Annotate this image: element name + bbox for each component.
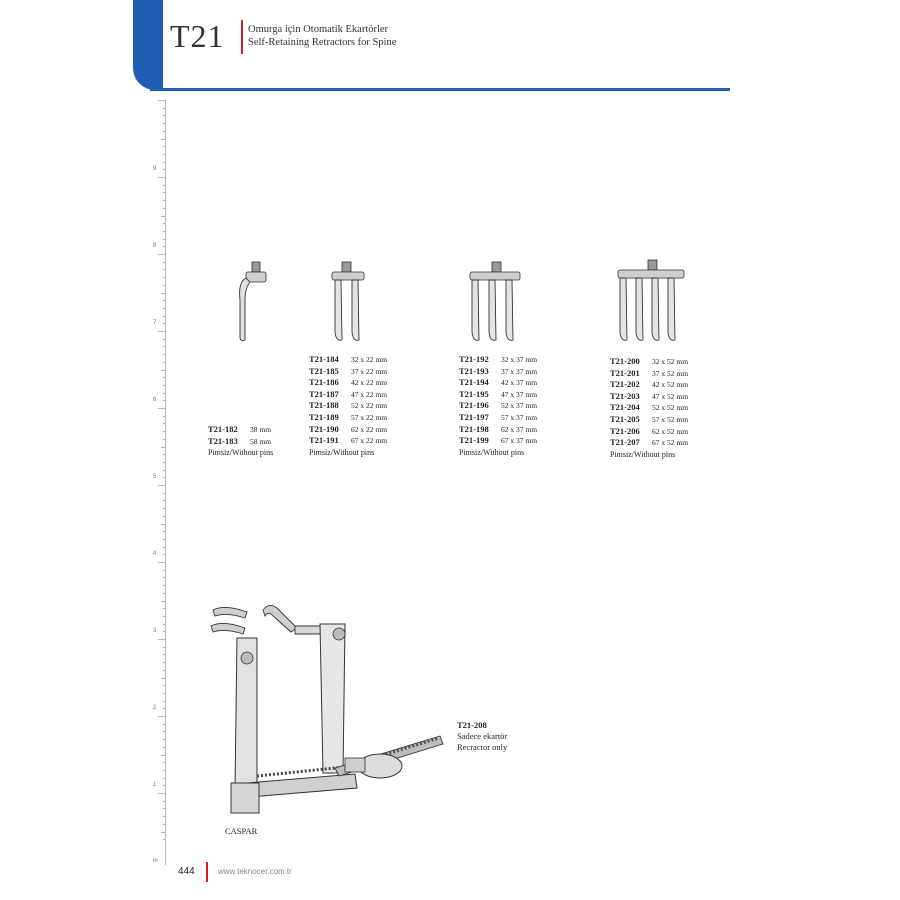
ruler-tick	[163, 739, 166, 740]
ruler-tick	[163, 208, 166, 209]
ruler-tick	[163, 362, 166, 363]
pin-note: Pimsiz/Without pins	[459, 447, 525, 457]
ruler-tick	[163, 616, 166, 617]
subtitle-turkish: Omurga için Otomatik Ekartörler	[248, 24, 389, 35]
product-group-2	[309, 354, 387, 458]
product-row: T21-195 47 x 37 mm	[459, 388, 538, 399]
ruler-tick	[163, 246, 166, 247]
ruler-tick	[163, 801, 166, 802]
inch-ruler	[155, 100, 167, 865]
ruler-tick	[163, 323, 166, 324]
ruler-tick	[163, 547, 166, 548]
footer-divider	[206, 862, 208, 882]
single-blade-retractor-icon	[232, 260, 272, 345]
caspar-line-tr: Sadece ekartör	[457, 731, 508, 741]
product-row: T21-190 62 x 22 mm	[309, 423, 388, 434]
ruler-tick	[163, 400, 166, 401]
ruler-tick	[163, 477, 166, 478]
product-row: T21-197 57 x 37 mm	[459, 411, 538, 422]
ruler-tick	[163, 685, 166, 686]
ruler-label-1: 1	[153, 782, 157, 788]
ruler-tick	[163, 223, 166, 224]
product-group-4	[610, 356, 688, 460]
product-row: T21-198 62 x 37 mm	[459, 423, 538, 434]
ruler-tick	[163, 262, 166, 263]
ruler-tick	[163, 554, 166, 555]
ruler-tick	[163, 162, 166, 163]
ruler-tick	[163, 354, 166, 355]
ruler-tick	[163, 300, 166, 301]
product-row: T21-193 37 x 37 mm	[459, 365, 538, 376]
ruler-tick	[163, 192, 166, 193]
ruler-tick	[161, 832, 166, 833]
header-accent	[133, 0, 163, 90]
ruler-label-in: in	[153, 858, 158, 864]
ruler-tick	[163, 423, 166, 424]
three-prong-blade-icon	[462, 260, 526, 345]
ruler-label-3: 3	[153, 628, 157, 634]
ruler-tick	[161, 139, 166, 140]
ruler-tick	[163, 516, 166, 517]
ruler-tick	[163, 539, 166, 540]
ruler-tick	[158, 177, 166, 178]
product-row: T21-183 58 mm	[208, 435, 272, 446]
ruler-tick	[158, 408, 166, 409]
ruler-tick	[163, 277, 166, 278]
ruler-tick	[158, 100, 166, 101]
ruler-tick	[163, 493, 166, 494]
ruler-tick	[163, 470, 166, 471]
ruler-tick	[163, 762, 166, 763]
ruler-tick	[158, 716, 166, 717]
header-rule	[150, 88, 730, 91]
ruler-label-5: 5	[153, 474, 157, 480]
ruler-tick	[161, 601, 166, 602]
ruler-tick	[163, 285, 166, 286]
ruler-tick	[163, 608, 166, 609]
product-row: T21-199 67 x 37 mm	[459, 435, 538, 446]
ruler-tick	[163, 431, 166, 432]
ruler-tick	[163, 200, 166, 201]
product-row: T21-188 52 x 22 mm	[309, 400, 388, 411]
ruler-tick	[163, 123, 166, 124]
product-row: T21-203 47 x 52 mm	[610, 390, 689, 401]
product-row: T21-194 42 x 37 mm	[459, 377, 538, 388]
ruler-tick	[163, 701, 166, 702]
ruler-tick	[161, 678, 166, 679]
ruler-tick	[163, 308, 166, 309]
ruler-tick	[163, 693, 166, 694]
ruler-tick	[158, 793, 166, 794]
product-row: T21-201 37 x 52 mm	[610, 367, 689, 378]
header-divider	[241, 20, 243, 54]
ruler-tick	[163, 346, 166, 347]
ruler-tick	[163, 500, 166, 501]
ruler-tick	[163, 770, 166, 771]
ruler-tick	[163, 816, 166, 817]
ruler-tick	[163, 624, 166, 625]
ruler-tick	[163, 585, 166, 586]
ruler-label-2: 2	[153, 705, 157, 711]
ruler-tick	[163, 269, 166, 270]
ruler-label-4: 4	[153, 551, 157, 557]
two-prong-blade-icon	[322, 260, 372, 345]
ruler-tick	[163, 670, 166, 671]
product-row: T21-185 37 x 22 mm	[309, 365, 388, 376]
ruler-tick	[163, 108, 166, 109]
ruler-tick	[163, 339, 166, 340]
product-row: T21-182 38 mm	[208, 424, 272, 434]
page-number: 444	[178, 866, 195, 877]
product-row: T21-207 67 x 52 mm	[610, 437, 689, 448]
ruler-label-8: 8	[153, 243, 157, 249]
ruler-tick	[163, 808, 166, 809]
ruler-tick	[163, 531, 166, 532]
ruler-tick	[163, 593, 166, 594]
ruler-label-9: 9	[153, 166, 157, 172]
ruler-tick	[163, 631, 166, 632]
ruler-tick	[163, 377, 166, 378]
subtitle-english: Self-Retaining Retractors for Spine	[248, 37, 397, 48]
ruler-tick	[163, 393, 166, 394]
product-group-1	[208, 424, 273, 459]
product-row: T21-191 67 x 22 mm	[309, 435, 388, 446]
ruler-label-6: 6	[153, 397, 157, 403]
ruler-tick	[163, 839, 166, 840]
product-row: T21-204 52 x 52 mm	[610, 402, 689, 413]
ruler-tick	[163, 662, 166, 663]
ruler-tick	[163, 154, 166, 155]
website-link[interactable]: www.teknocer.com.tr	[218, 867, 292, 876]
ruler-tick	[163, 577, 166, 578]
caspar-caption: CASPAR	[225, 826, 258, 836]
caspar-info	[457, 720, 507, 753]
ruler-tick	[161, 447, 166, 448]
ruler-tick	[163, 231, 166, 232]
product-group-3	[459, 354, 537, 458]
ruler-tick	[161, 293, 166, 294]
caspar-line-en: Recractor only	[457, 742, 508, 752]
product-row: T21-192 32 x 37 mm	[459, 354, 538, 364]
ruler-tick	[163, 316, 166, 317]
ruler-tick	[161, 216, 166, 217]
ruler-tick	[163, 724, 166, 725]
ruler-tick	[163, 731, 166, 732]
ruler-tick	[158, 331, 166, 332]
ruler-tick	[163, 416, 166, 417]
ruler-tick	[163, 169, 166, 170]
ruler-tick	[163, 385, 166, 386]
caspar-code: T21-208	[457, 720, 487, 730]
product-row: T21-202 42 x 52 mm	[610, 379, 689, 390]
ruler-tick	[163, 824, 166, 825]
ruler-tick	[158, 485, 166, 486]
ruler-tick	[163, 146, 166, 147]
four-prong-blade-icon	[612, 258, 690, 345]
product-row: T21-189 57 x 22 mm	[309, 411, 388, 422]
product-row: T21-186 42 x 22 mm	[309, 377, 388, 388]
pin-note: Pimsiz/Without pins	[610, 449, 676, 459]
ruler-tick	[163, 239, 166, 240]
ruler-tick	[163, 785, 166, 786]
product-row: T21-205 57 x 52 mm	[610, 413, 689, 424]
ruler-tick	[163, 647, 166, 648]
ruler-tick	[161, 755, 166, 756]
ruler-tick	[163, 778, 166, 779]
pin-note: Pimsiz/Without pins	[309, 447, 375, 457]
ruler-label-7: 7	[153, 320, 157, 326]
ruler-tick	[163, 570, 166, 571]
ruler-tick	[163, 654, 166, 655]
ruler-tick	[163, 454, 166, 455]
product-row: T21-196 52 x 37 mm	[459, 400, 538, 411]
caspar-retractor-icon	[205, 598, 450, 818]
ruler-tick	[163, 708, 166, 709]
product-row: T21-187 47 x 22 mm	[309, 388, 388, 399]
ruler-tick	[163, 439, 166, 440]
ruler-tick	[158, 254, 166, 255]
ruler-tick	[163, 131, 166, 132]
ruler-tick	[158, 639, 166, 640]
product-row: T21-184 32 x 22 mm	[309, 354, 388, 364]
ruler-tick	[158, 562, 166, 563]
product-row: T21-206 62 x 52 mm	[610, 425, 689, 436]
ruler-tick	[163, 185, 166, 186]
ruler-tick	[163, 462, 166, 463]
ruler-tick	[161, 370, 166, 371]
ruler-tick	[163, 115, 166, 116]
section-code: T21	[170, 18, 225, 54]
pin-note: Pimsiz/Without pins	[208, 448, 274, 458]
ruler-tick	[161, 524, 166, 525]
product-row: T21-200 32 x 52 mm	[610, 356, 689, 366]
ruler-tick	[163, 508, 166, 509]
ruler-tick	[163, 747, 166, 748]
